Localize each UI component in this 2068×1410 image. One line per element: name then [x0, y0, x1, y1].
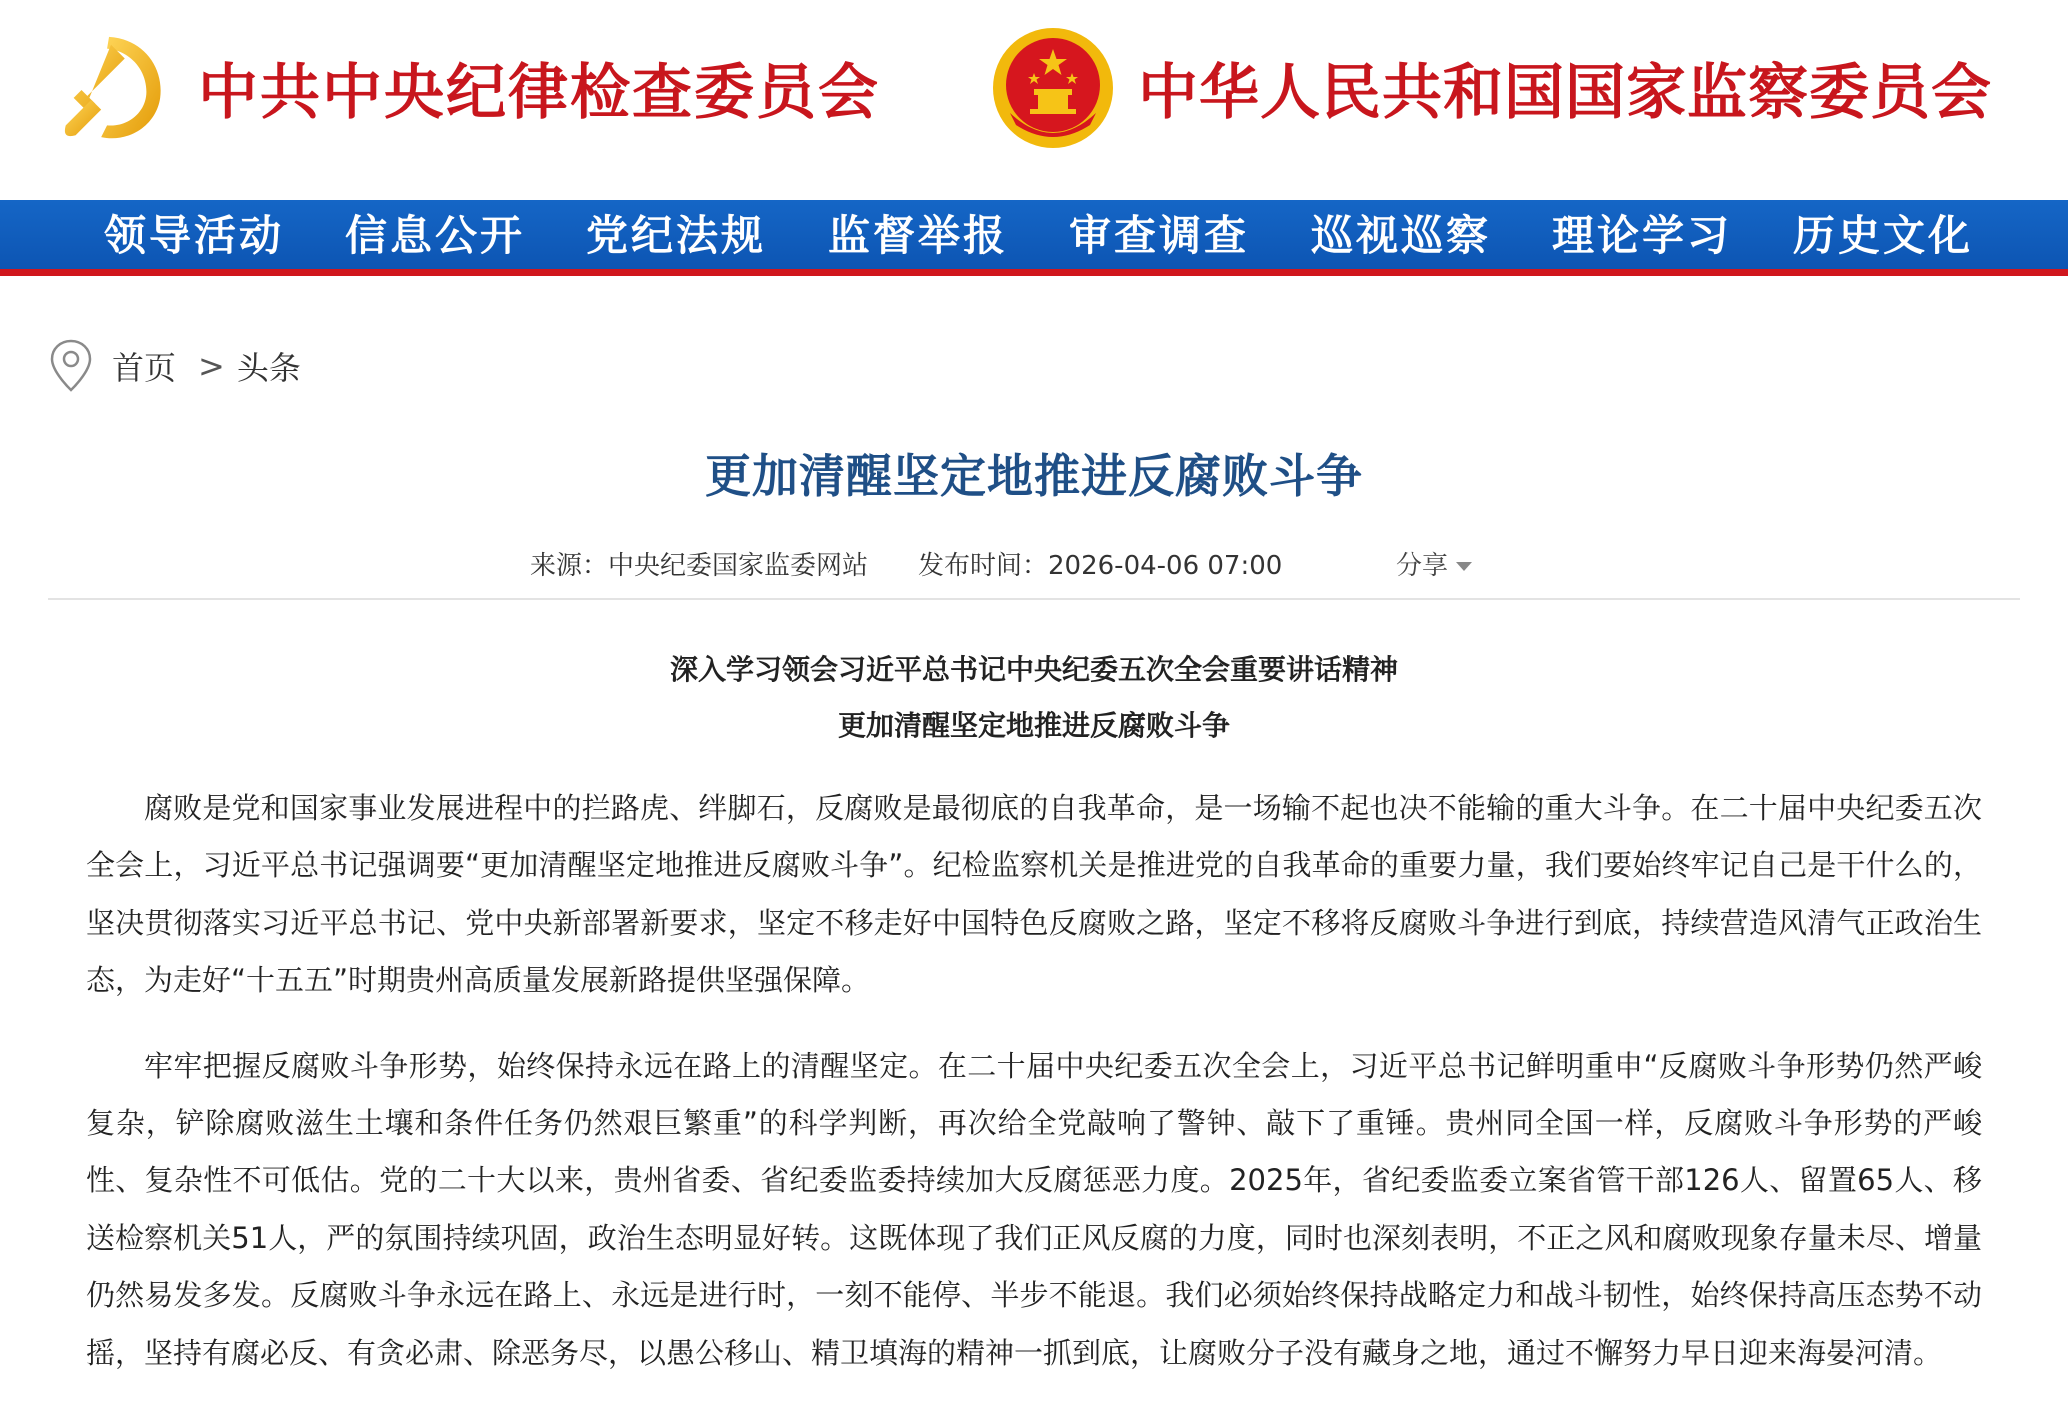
article-paragraph: 腐败是党和国家事业发展进程中的拦路虎、绊脚石，反腐败是最彻底的自我革命，是一场输不起也决不能输的重大斗争。在二十届中央纪委五次全会上，习近平总书记强调要“更加清醒坚定地推进反腐败斗争”。纪检监察机关是推进党的自我革命的重要力量，我们要始终牢记自己是干什么的，坚决贯彻落实习近平总书记、党中央新部署新要求，坚定不移走好中国特色反腐败之路，坚定不移将反腐败斗争进行到底，持续营造风清气正政治生态，为走好“十五五”时期贵州高质量发展新路提供坚强保障。 [86, 791, 1982, 998]
breadcrumb-home[interactable]: 首页 [112, 349, 177, 387]
location-pin-icon [48, 338, 94, 394]
share-button[interactable] [1396, 548, 1472, 584]
nav-item-leadership[interactable]: 领导活动 [104, 211, 285, 260]
main-nav [0, 200, 2068, 276]
time-label: 发布时间： [918, 551, 1049, 581]
nav-item-disclosure[interactable]: 信息公开 [345, 211, 526, 260]
nav-item-report[interactable]: 监督举报 [828, 211, 1009, 260]
nav-item-investigation[interactable]: 审查调查 [1069, 211, 1250, 260]
nav-item-regulations[interactable]: 党纪法规 [586, 211, 767, 260]
nav-item-inspection[interactable]: 巡视巡察 [1311, 211, 1492, 260]
nav-item-theory[interactable]: 理论学习 [1552, 211, 1733, 260]
nsc-brand[interactable] [990, 24, 1992, 152]
divider [48, 598, 2020, 600]
article-time [918, 548, 1282, 584]
breadcrumb-current[interactable]: 头条 [236, 349, 301, 387]
article-source [530, 548, 868, 584]
ccdi-brand[interactable] [52, 28, 880, 148]
ccdi-title: 中共中央纪律检查委员会 [198, 58, 880, 128]
source-value: 中央纪委国家监委网站 [608, 551, 869, 581]
nsc-title: 中华人民共和国国家监察委员会 [1138, 58, 1992, 128]
source-label: 来源： [530, 551, 609, 581]
share-label: 分享 [1396, 551, 1449, 581]
breadcrumb [48, 336, 301, 396]
nav-item-history[interactable]: 历史文化 [1793, 211, 1974, 260]
article-subhead-1: 深入学习领会习近平总书记中央纪委五次全会重要讲话精神 [669, 653, 1398, 686]
article-title: 更加清醒坚定地推进反腐败斗争 [705, 449, 1363, 503]
article-paragraph: 牢牢把握反腐败斗争形势，始终保持永远在路上的清醒坚定。在二十届中央纪委五次全会上，习近平总书记鲜明重申“反腐败斗争形势仍然严峻复杂，铲除腐败滋生土壤和条件任务仍然艰巨繁重”的科学判断，再次给全党敲响了警钟、敲下了重锤。贵州同全国一样，反腐败斗争形势的严峻性、复杂性不可低估。党的二十大以来，贵州省委、省纪委监委持续加大反腐惩恶力度。2025年，省纪委监委立案省管干部126人、留置65人、移送检察机关51人，严的氛围持续巩固，政治生态明显好转。这既体现了我们正风反腐的力度，同时也深刻表明，不正之风和腐败现象存量未尽、增量仍然易发多发。反腐败斗争永远在路上、永远是进行时，一刻不能停、半步不能退。我们必须始终保持战略定力和战斗韧性，始终保持高压态势不动摇，坚持有腐必反、有贪必肃、除恶务尽，以愚公移山、精卫填海的精神一抓到底，让腐败分子没有藏身之地，通过不懈努力早日迎来海晏河清。 [86, 1048, 1982, 1370]
chevron-down-icon [1456, 562, 1472, 571]
time-value: 2026-04-06 07:00 [1048, 551, 1283, 581]
article-body [86, 780, 1982, 1410]
national-emblem-icon [990, 25, 1116, 151]
party-emblem-icon [52, 29, 170, 147]
site-header [0, 0, 2068, 200]
breadcrumb-separator: > [198, 347, 225, 385]
article-subhead-2: 更加清醒坚定地推进反腐败斗争 [837, 709, 1230, 742]
